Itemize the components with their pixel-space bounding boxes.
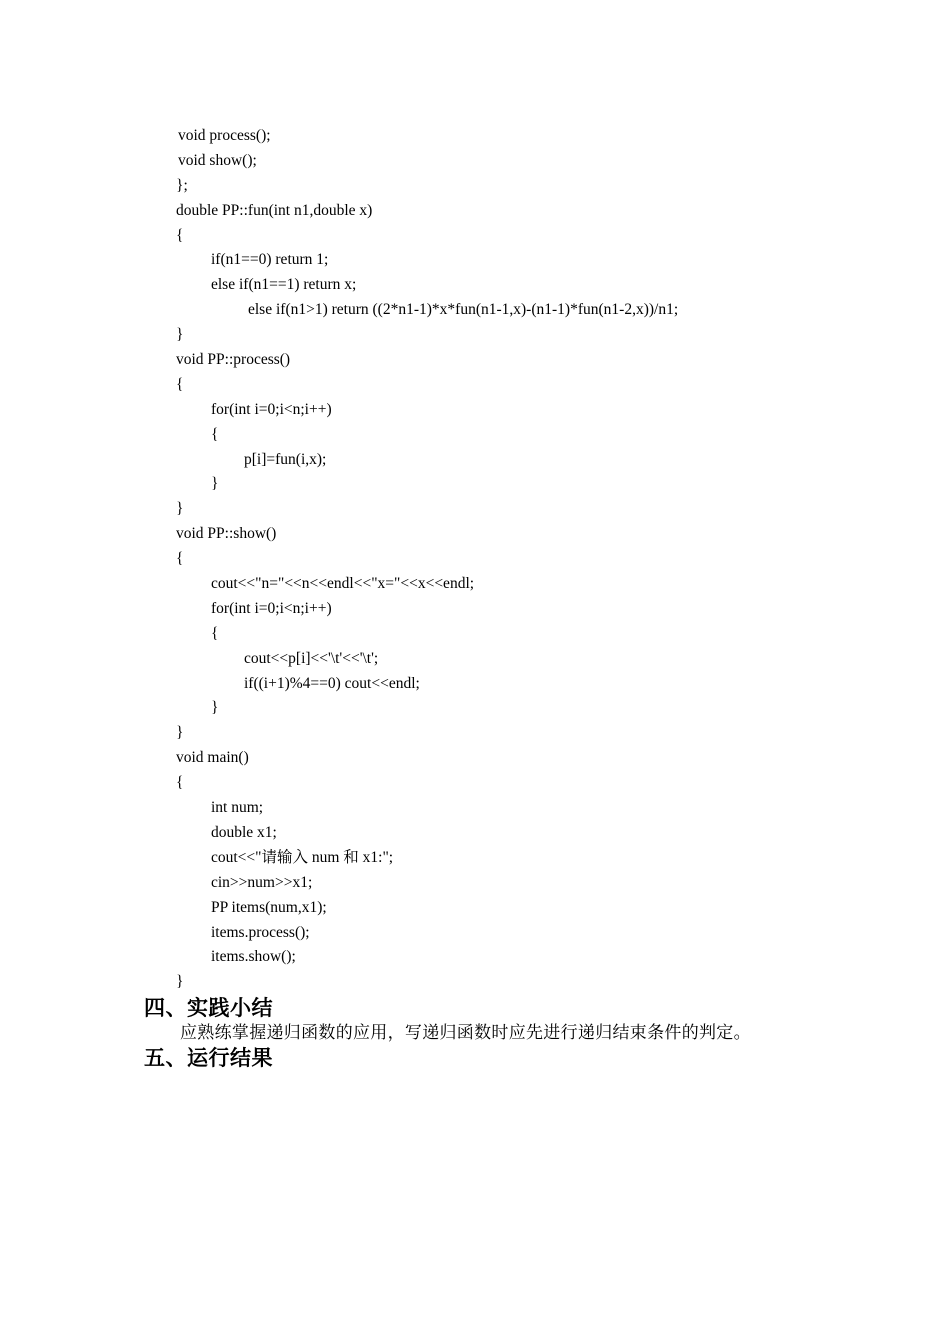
code-line: } xyxy=(211,699,219,717)
code-line: { xyxy=(176,774,184,792)
section-heading-practice-summary: 四、实践小结 xyxy=(144,996,273,1020)
section-heading-run-results: 五、运行结果 xyxy=(144,1046,273,1070)
code-line: cout<<p[i]<<'\t'<<'\t'; xyxy=(244,649,379,667)
code-line: { xyxy=(211,624,219,642)
code-line: for(int i=0;i<n;i++) xyxy=(211,599,332,617)
code-listing xyxy=(176,124,896,995)
code-line: items.process(); xyxy=(211,923,310,941)
code-line: p[i]=fun(i,x); xyxy=(244,450,327,468)
code-line: } xyxy=(176,326,184,344)
code-line: double PP::fun(int n1,double x) xyxy=(176,201,373,219)
practice-summary-text: 应熟练掌握递归函数的应用，写递归函数时应先进行递归结束条件的判定。 xyxy=(180,1023,751,1043)
code-line: void process(); xyxy=(178,127,271,144)
code-line: void show(); xyxy=(178,151,257,169)
code-line: double x1; xyxy=(211,823,277,841)
code-line: else if(n1>1) return ((2*n1-1)*x*fun(n1-1,x)-(n1-1)*fun(n1-2,x))/n1; xyxy=(248,301,679,319)
code-line: void main() xyxy=(176,749,249,767)
code-line: int num; xyxy=(211,799,264,817)
code-line: if((i+1)%4==0) cout<<endl; xyxy=(244,674,420,692)
code-line: PP items(num,x1); xyxy=(211,898,327,916)
code-line: } xyxy=(176,500,184,518)
code-line: cout<<"n="<<n<<endl<<"x="<<x<<endl; xyxy=(211,575,475,593)
code-line: } xyxy=(211,475,219,493)
code-line: cin>>num>>x1; xyxy=(211,873,313,891)
code-line: }; xyxy=(176,176,188,194)
code-line: cout<<"请输入 num 和 x1:"; xyxy=(211,848,394,866)
code-line: void PP::process() xyxy=(176,351,291,369)
code-line: if(n1==0) return 1; xyxy=(211,251,329,269)
code-line: items.show(); xyxy=(211,948,296,966)
code-line: } xyxy=(176,973,184,991)
code-line: { xyxy=(176,375,184,393)
code-line: void PP::show() xyxy=(176,525,277,543)
code-line: else if(n1==1) return x; xyxy=(211,276,357,294)
code-line: } xyxy=(176,724,184,742)
code-line: { xyxy=(176,550,184,568)
code-line: for(int i=0;i<n;i++) xyxy=(211,400,332,418)
code-line: { xyxy=(176,226,184,244)
code-line: { xyxy=(211,425,219,443)
